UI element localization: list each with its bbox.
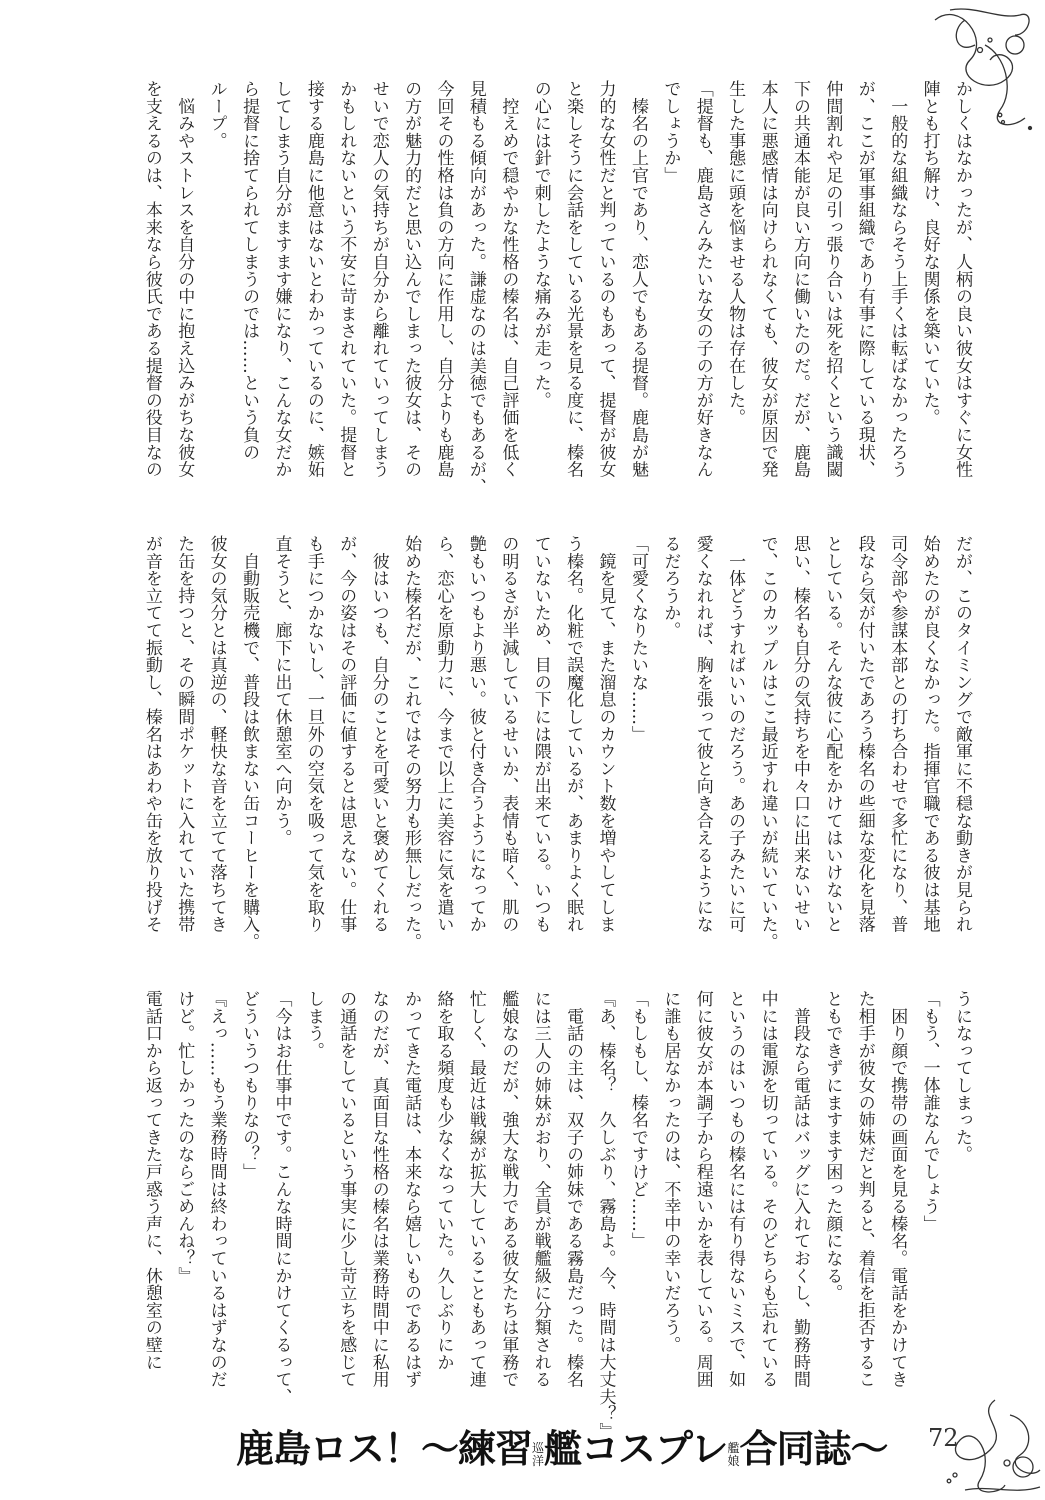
text-column: 控えめで穏やかな性格の榛名は、自己評価を低く [498, 80, 519, 478]
text-column: 一般的な組織ならそう上手くは転ばなかったろう [887, 80, 908, 478]
text-column: と楽しそうに会話をしている光景を見る度に、榛名 [563, 80, 584, 478]
title-ruby-1 [532, 1442, 544, 1468]
text-column: 彼はいつも、自分のことを可愛いと褒めてくれる [368, 535, 389, 933]
text-column: 仲間割れや足の引っ張り合いは死を招くという識閾 [822, 80, 843, 478]
text-column: かってきた電話は、本来なら嬉しいものであるはず [401, 990, 422, 1388]
text-column: で、このカップルはここ最近すれ違いが続いていた。 [757, 535, 778, 951]
text-column: 鏡を見て、また溜息のカウント数を増やしてしま [595, 535, 616, 933]
text-column: けど。忙しかったのならごめんね？』 [174, 990, 195, 1285]
text-column: の明るさが半減しているせいか、表情も暗く、肌の [498, 535, 519, 933]
text-column: 愛くなれれば、胸を張って彼と向き合えるようにな [692, 535, 713, 933]
text-column: 艶もいつもより悪い。彼と付き合うようになってか [465, 535, 486, 933]
text-column: 生した事態に頭を悩ませる人物は存在した。 [725, 80, 746, 426]
title-part-1: 鹿島ロス！〜練習 [236, 1427, 533, 1471]
text-column: 「今はお仕事中です。こんな時間にかけてくるって、 [271, 990, 292, 1406]
ruby-bottom: 洋 [532, 1454, 545, 1468]
text-column: 下の共通本能が良い方向に働いたのだ。だが、鹿島 [789, 80, 810, 478]
text-column: も手につかないし、一旦外の空気を吸って気を取り [303, 535, 324, 933]
text-column: 電話の主は、双子の姉妹である霧島だった。榛名 [563, 990, 584, 1388]
page-number: 72 [928, 1424, 959, 1452]
text-column: ら、恋心を原動力に、今まで以上に美容に気を遣い [433, 535, 454, 933]
text-column: 絡を取る頻度も少なくなっていた。久しぶりにか [433, 990, 454, 1371]
title-part-2: 艦コスプレ [544, 1427, 728, 1471]
text-column: でしょうか」 [660, 80, 681, 184]
text-column: だが、このタイミングで敵軍に不穏な動きが見られ [952, 535, 972, 933]
corner-ornament-bottom [935, 1395, 1045, 1500]
text-column: を支えるのは、本来なら彼氏である提督の役目なの [141, 80, 162, 478]
text-column: してしまう自分がますます嫌になり、こんな女だか [271, 80, 292, 478]
text-column: う榛名。化粧で誤魔化しているが、あまりよく眠れ [563, 535, 584, 933]
ruby-top: 艦 [727, 1441, 740, 1455]
text-column: 「もう、一体誰なんでしょう」 [919, 990, 940, 1233]
text-column: 中には電源を切っている。そのどちらも忘れている [757, 990, 778, 1388]
text-column: には三人の姉妹がおり、全員が戦艦級に分類される [530, 990, 551, 1388]
text-column: なのだが、真面目な性格の榛名は業務時間中に私用 [368, 990, 389, 1388]
text-column: 彼女の気分とは真逆の、軽快な音を立てて落ちてき [206, 535, 227, 933]
text-column: 力的な女性だと判っているのもあって、提督が彼女 [595, 80, 616, 478]
text-column: 困り顔で携帯の画面を見る榛名。電話をかけてき [887, 990, 908, 1388]
text-column: 見積もる傾向があった。謙虚なのは美徳でもあるが、 [465, 80, 486, 496]
title-part-3: 合同誌〜 [739, 1427, 888, 1471]
text-column: 榛名の上官であり、恋人でもある提督。鹿島が魅 [627, 80, 648, 478]
text-column: の方が魅力的だと思い込んでしまった彼女は、その [401, 80, 422, 478]
text-column: ともできずにますます困った顔になる。 [822, 990, 843, 1302]
text-column: 本人に悪感情は向けられなくても、彼女が原因で発 [757, 80, 778, 478]
text-column: 一体どうすればいいのだろう。あの子みたいに可 [725, 535, 746, 933]
text-column: た缶を持つと、その瞬間ポケットに入れていた携帯 [174, 535, 195, 933]
text-column: どういうつもりなの？」 [239, 990, 260, 1181]
text-column: 何に彼女が本調子から程遠いかを表している。周囲 [692, 990, 713, 1388]
text-column: 接する鹿島に他意はないとわかっているのに、嫉妬 [303, 80, 324, 478]
text-column: 始めた榛名だが、これではその努力も形無しだった。 [401, 535, 422, 951]
text-column: た相手が彼女の姉妹だと判ると、着信を拒否するこ [854, 990, 875, 1388]
text-column: 自動販売機で、普段は飲まない缶コーヒーを購入。 [239, 535, 260, 951]
text-column: 「もしもし、榛名ですけど……」 [627, 990, 648, 1250]
text-band-2 [136, 535, 978, 965]
text-column: るだろうか。 [660, 535, 681, 639]
text-column: 忙しく、最近は戦線が拡大していることもあって連 [465, 990, 486, 1388]
text-column: 段なら気が付いたであろう榛名の些細な変化を見落 [854, 535, 875, 933]
text-column: の心には針で刺したような痛みが走った。 [530, 80, 551, 409]
text-column: 『えっ……もう業務時間は終わっているはずなのだ [206, 990, 227, 1388]
text-column: 司令部や参謀本部との打ち合わせで多忙になり、普 [887, 535, 908, 933]
text-column: ていないため、目の下には隈が出来ている。いつも [530, 535, 551, 933]
text-column: 艦娘なのだが、強大な戦力である彼女たちは軍務で [498, 990, 519, 1388]
ruby-top: 巡 [532, 1441, 545, 1455]
text-column: うになってしまった。 [952, 990, 972, 1163]
text-column: が、今の姿はその評価に値するとは思えない。仕事 [336, 535, 357, 933]
text-column: 今回その性格は負の方向に作用し、自分よりも鹿島 [433, 80, 454, 478]
text-column: 陣とも打ち解け、良好な関係を築いていた。 [919, 80, 940, 426]
text-column: 「可愛くなりたいな……」 [627, 535, 648, 743]
title-ruby-2 [728, 1442, 740, 1468]
text-column: 「提督も、鹿島さんみたいな女の子の方が好きなん [692, 80, 713, 478]
text-column: しまう。 [303, 990, 324, 1060]
text-column: ループ。 [206, 80, 227, 150]
text-column: としている。そんな彼に心配をかけてはいけないと [822, 535, 843, 933]
text-column: かしくはなかったが、人柄の良い彼女はすぐに女性 [952, 80, 972, 478]
text-column: が、ここが軍事組織であり有事に際している現状、 [854, 80, 875, 478]
text-band-1 [136, 80, 978, 510]
text-column: 思い、榛名も自分の気持ちを中々口に出来ないせい [789, 535, 810, 933]
text-column: かもしれないという不安に苛まされていた。提督と [336, 80, 357, 478]
text-column: せいで恋人の気持ちが自分から離れていってしまう [368, 80, 389, 478]
text-column: 普段なら電話はバッグに入れておくし、勤務時間 [789, 990, 810, 1388]
ruby-bottom: 娘 [727, 1454, 740, 1468]
text-column: 電話口から返ってきた戸惑う声に、休憩室の壁に [141, 990, 162, 1371]
text-column: に誰も居なかったのは、不幸中の幸いだろう。 [660, 990, 681, 1354]
text-column: の通話をしているという事実に少し苛立ちを感じて [336, 990, 357, 1388]
text-column: 始めたのが良くなかった。指揮官職である彼は基地 [919, 535, 940, 933]
text-column: 『あ、榛名？ 久しぶり、霧島よ。今、時間は大丈夫？』 [595, 990, 616, 1440]
text-column: が音を立てて振動し、榛名はあわや缶を放り投げそ [141, 535, 162, 933]
text-column: 直そうと、廊下に出て休憩室へ向かう。 [271, 535, 292, 847]
text-column: というのはいつもの榛名には有り得ないミスで、如 [725, 990, 746, 1388]
book-title [236, 1418, 888, 1473]
text-column: 悩みやストレスを自分の中に抱え込みがちな彼女 [174, 80, 195, 478]
text-column: ら提督に捨てられてしまうのでは……という負の [239, 80, 260, 461]
